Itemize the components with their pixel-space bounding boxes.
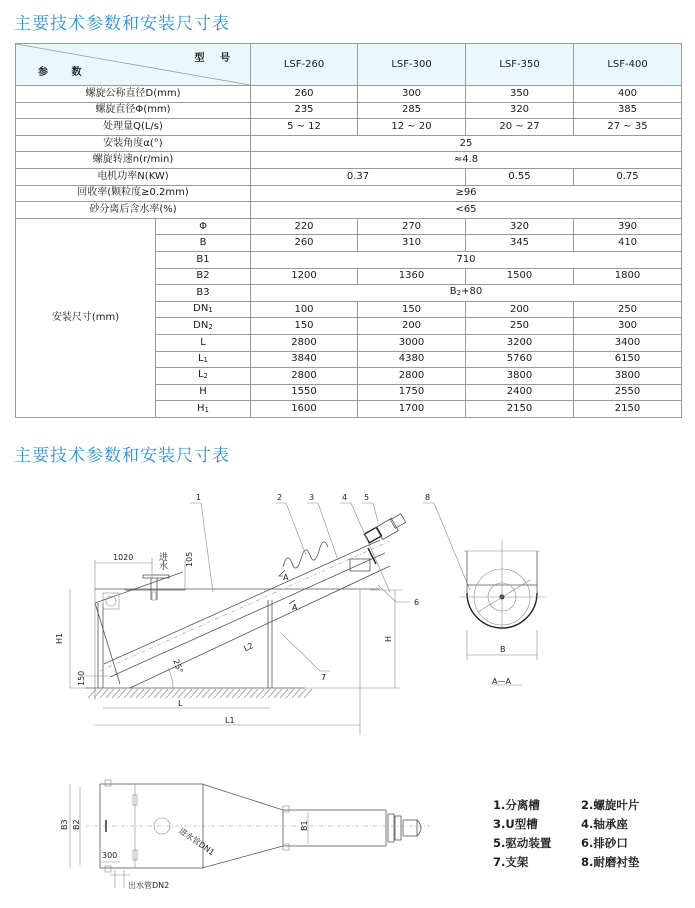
merged-value-cell: 25 — [251, 135, 682, 152]
install-group-label: 安装尺寸(mm) — [16, 218, 156, 417]
param-label: 安装角度α(°) — [16, 135, 251, 152]
value-cell: 0.55 — [466, 168, 574, 185]
dimension-key: B2 — [156, 268, 251, 285]
value-cell: 2550 — [574, 384, 682, 401]
legend-item: 7.支架 — [493, 855, 529, 869]
drive-unit — [364, 514, 405, 564]
value-cell: 300 — [574, 318, 682, 335]
param-header: 参 数 — [38, 67, 92, 78]
value-cell: 3000 — [358, 334, 466, 351]
callout-leaders — [190, 503, 470, 671]
tank-end — [95, 603, 120, 684]
param-label: 处理量Q(L/s) — [16, 119, 251, 136]
param-label: 回收率(颗粒度≥0.2mm) — [16, 185, 251, 202]
dimension-key: B — [156, 235, 251, 252]
legend-item: 3.U型槽 — [493, 817, 538, 831]
value-cell: 260 — [251, 235, 358, 252]
value-cell: 2800 — [251, 334, 358, 351]
merged-value-cell: <65 — [251, 202, 682, 219]
dim-b1: B1 — [300, 820, 309, 831]
value-cell: 2150 — [466, 401, 574, 418]
value-cell: 260 — [251, 86, 358, 103]
callout-2: 2 — [277, 493, 283, 502]
merged-value-cell: 0.37 — [251, 168, 466, 185]
dim-150: 150 — [77, 670, 86, 686]
model-column-header: LSF-350 — [466, 44, 574, 86]
section-a-a-view — [460, 540, 545, 686]
value-cell: 2150 — [574, 401, 682, 418]
param-label: 螺旋公称直径D(mm) — [16, 86, 251, 103]
callout-3: 3 — [309, 493, 315, 502]
value-cell: 6150 — [574, 351, 682, 368]
value-cell: 310 — [358, 235, 466, 252]
value-cell: 1550 — [251, 384, 358, 401]
dim-h: H — [384, 635, 393, 642]
dimension-key: H — [156, 384, 251, 401]
value-cell: 20 ~ 27 — [466, 119, 574, 136]
section-label: A—A — [492, 677, 511, 686]
callout-1: 1 — [196, 493, 202, 502]
dim-l1: L1 — [225, 716, 235, 725]
callout-7: 7 — [321, 673, 327, 682]
merged-value-cell: ≥96 — [251, 185, 682, 202]
spec-table — [15, 43, 682, 418]
table-row — [16, 185, 682, 202]
value-cell: 1700 — [358, 401, 466, 418]
dim-h1: H1 — [55, 632, 64, 644]
screw-tube-bottom — [110, 553, 385, 677]
value-cell: 3200 — [466, 334, 574, 351]
callout-6: 6 — [414, 598, 420, 607]
value-cell: 12 ~ 20 — [358, 119, 466, 136]
param-label: 螺旋直径Φ(mm) — [16, 102, 251, 119]
dimension-key: $DN_1$ — [156, 301, 251, 318]
value-cell: 320 — [466, 218, 574, 235]
dim-1020: 1020 — [113, 553, 134, 562]
value-cell: 235 — [251, 102, 358, 119]
value-cell: 285 — [358, 102, 466, 119]
value-cell: 3840 — [251, 351, 358, 368]
value-cell: 0.75 — [574, 168, 682, 185]
dim-angle: 25° — [171, 657, 185, 675]
model-column-header: LSF-300 — [358, 44, 466, 86]
table-row — [16, 218, 682, 235]
section-mark-a-bottom: A — [292, 603, 298, 612]
legend-item: 6.排砂口 — [581, 836, 628, 850]
value-cell: 385 — [574, 102, 682, 119]
value-cell: 150 — [251, 318, 358, 335]
inlet-pipe-label: 进水管DN1 — [177, 826, 217, 858]
value-cell: 1600 — [251, 401, 358, 418]
table-row — [16, 86, 682, 103]
value-cell: 1200 — [251, 268, 358, 285]
legend-item: 1.分离槽 — [493, 798, 540, 812]
section-mark-a-top: A — [283, 573, 289, 582]
dimension-key: B3 — [156, 285, 251, 302]
dim-l: L — [178, 699, 183, 708]
param-label: 砂分离后含水率(%) — [16, 202, 251, 219]
dim-b3: B3 — [60, 819, 69, 830]
merged-value-cell: ≈4.8 — [251, 152, 682, 169]
value-cell: 350 — [466, 86, 574, 103]
callout-5: 5 — [364, 493, 370, 502]
table-row — [16, 102, 682, 119]
value-cell: 270 — [358, 218, 466, 235]
plan-view — [60, 780, 430, 890]
value-cell: 5760 — [466, 351, 574, 368]
value-cell: 5 ~ 12 — [251, 119, 358, 136]
value-cell: 1750 — [358, 384, 466, 401]
value-cell: 200 — [466, 301, 574, 318]
header-corner-cell — [16, 44, 251, 86]
dimension-key: L — [156, 334, 251, 351]
value-cell: 220 — [251, 218, 358, 235]
legend-item: 4.轴承座 — [581, 817, 628, 831]
merged-value-cell: $B_2+80$ — [251, 285, 682, 302]
value-cell: 2800 — [251, 368, 358, 385]
outlet-pipe-label: 出水管DN2 — [128, 881, 170, 890]
model-column-header: LSF-400 — [574, 44, 682, 86]
legend-item: 2.螺旋叶片 — [581, 798, 640, 812]
value-cell: 400 — [574, 86, 682, 103]
value-cell: 3400 — [574, 334, 682, 351]
param-label: 螺旋转速n(r/min) — [16, 152, 251, 169]
dim-b: B — [500, 645, 506, 654]
value-cell: 1500 — [466, 268, 574, 285]
value-cell: 27 ~ 35 — [574, 119, 682, 136]
dim-l2: L2 — [242, 641, 255, 654]
value-cell: 3800 — [574, 368, 682, 385]
dim-105: 105 — [185, 551, 194, 567]
drawing-section-title: 主要技术参数和安装尺寸表 — [14, 446, 230, 466]
merged-value-cell: 710 — [251, 251, 682, 268]
dimension-key: $H_1$ — [156, 401, 251, 418]
value-cell: 410 — [574, 235, 682, 252]
table-row — [16, 119, 682, 136]
callout-4: 4 — [342, 493, 348, 502]
ground-hatch — [88, 689, 312, 698]
param-label: 电机功率N(KW) — [16, 168, 251, 185]
value-cell: 1800 — [574, 268, 682, 285]
dimension-key: B1 — [156, 251, 251, 268]
value-cell: 250 — [574, 301, 682, 318]
side-elevation-view — [55, 493, 470, 735]
value-cell: 1360 — [358, 268, 466, 285]
dim-b2: B2 — [72, 819, 81, 830]
spiral-blade — [283, 542, 328, 568]
value-cell: 150 — [358, 301, 466, 318]
inlet-label: 进水 — [157, 552, 167, 570]
value-cell: 100 — [251, 301, 358, 318]
legend-item: 5.驱动装置 — [493, 836, 552, 850]
inlet-flange — [143, 575, 169, 578]
legend-item: 8.耐磨衬垫 — [581, 855, 640, 869]
value-cell: 2400 — [466, 384, 574, 401]
value-cell: 2800 — [358, 368, 466, 385]
table-row — [16, 152, 682, 169]
table-row — [16, 202, 682, 219]
callout-8: 8 — [425, 493, 431, 502]
model-header: 型 号 — [194, 53, 236, 64]
value-cell: 3800 — [466, 368, 574, 385]
table-row — [16, 168, 682, 185]
table-section-title: 主要技术参数和安装尺寸表 — [14, 14, 230, 34]
value-cell: 4380 — [358, 351, 466, 368]
value-cell: 300 — [358, 86, 466, 103]
dimension-key: $L_2$ — [156, 368, 251, 385]
table-header-row — [16, 44, 682, 86]
value-cell: 250 — [466, 318, 574, 335]
dimension-key: Φ — [156, 218, 251, 235]
dim-300: 300 — [102, 851, 118, 860]
value-cell: 345 — [466, 235, 574, 252]
dimension-key: $L_1$ — [156, 351, 251, 368]
parts-legend — [493, 797, 639, 873]
model-column-header: LSF-260 — [251, 44, 358, 86]
value-cell: 320 — [466, 102, 574, 119]
trough-plan — [283, 810, 386, 846]
value-cell: 390 — [574, 218, 682, 235]
table-row — [16, 135, 682, 152]
dimension-key: $DN_2$ — [156, 318, 251, 335]
value-cell: 200 — [358, 318, 466, 335]
